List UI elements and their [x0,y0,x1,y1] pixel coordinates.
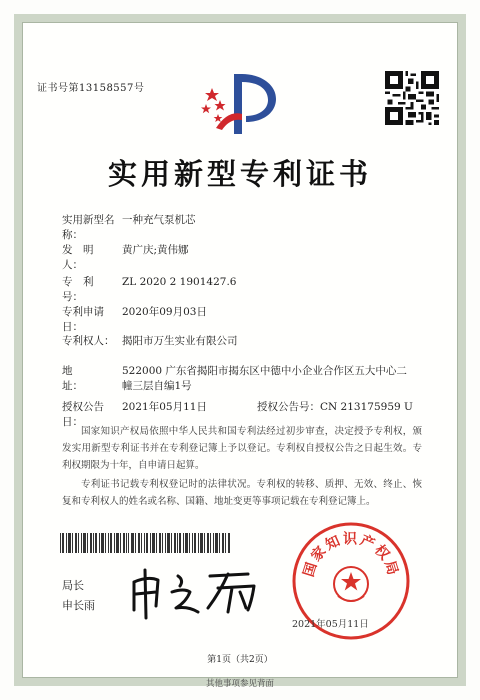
field-value: 2020年09月03日 [122,306,207,318]
field-application-date [62,305,207,335]
field-value: 揭阳市万生实业有限公司 [122,335,238,347]
footer-note: 其他事项参见背面 [205,679,274,689]
field-value: ZL 2020 2 1901427.6 [122,276,237,288]
announcement-label: 授权公告号： [257,401,320,413]
legal-status-statement: 专利证书记载专利权登记时的法律状况。专利权的转移、质押、无效、终止、恢复和专利权人的姓名或名称、国籍、地址变更等事项记载在专利登记簿上。 [62,479,422,507]
qr-code-icon [385,71,439,125]
field-label: 地 址： [62,365,104,392]
cnipa-logo-icon [198,70,278,138]
field-value: 一种充气泵机芯 [122,214,196,226]
certificate-number: 证书号第13158557号 [37,83,145,94]
field-value: 2021年05月11日 [122,401,207,413]
field-value: 黄广庆;黄伟娜 [122,244,189,256]
barcode-icon [60,533,230,553]
field-utility-model-name [62,213,196,243]
field-label: 发 明 人： [62,244,104,271]
field-label: 专利申请日： [62,306,104,333]
grant-statement: 国家知识产权局依照中华人民共和国专利法经过初步审查，决定授予专利权，颁发实用新型专利证书并在专利登记簿上予以登记。专利权自授权公告之日起生效。专利权期限为十年，自申请日起算。 [62,426,422,471]
seal-date: 2021年05月11日 [292,619,369,630]
field-label: 专 利 号： [62,276,104,303]
field-address [62,364,412,394]
signatory-name: 申长雨 [62,599,95,612]
field-label: 授权公告日： [62,401,104,428]
field-patent-number [62,275,236,305]
page-number: 第1页（共2页） [207,655,273,665]
field-patentee [62,334,238,349]
announcement-number: CN 213175959 U [320,401,413,413]
handwritten-signature-icon [128,562,268,622]
field-label: 实用新型名称： [62,214,115,241]
svg-text:国家知识产权局: 国家知识产权局 [300,531,402,579]
certificate-title: 实用新型专利证书 [107,157,372,191]
field-label: 专利权人： [62,335,115,347]
signatory-title: 局长 [62,579,84,592]
field-inventors [62,243,189,273]
field-value: 522000 广东省揭阳市揭东区中德中小企业合作区五大中心二幢三层自编1号 [122,365,407,392]
